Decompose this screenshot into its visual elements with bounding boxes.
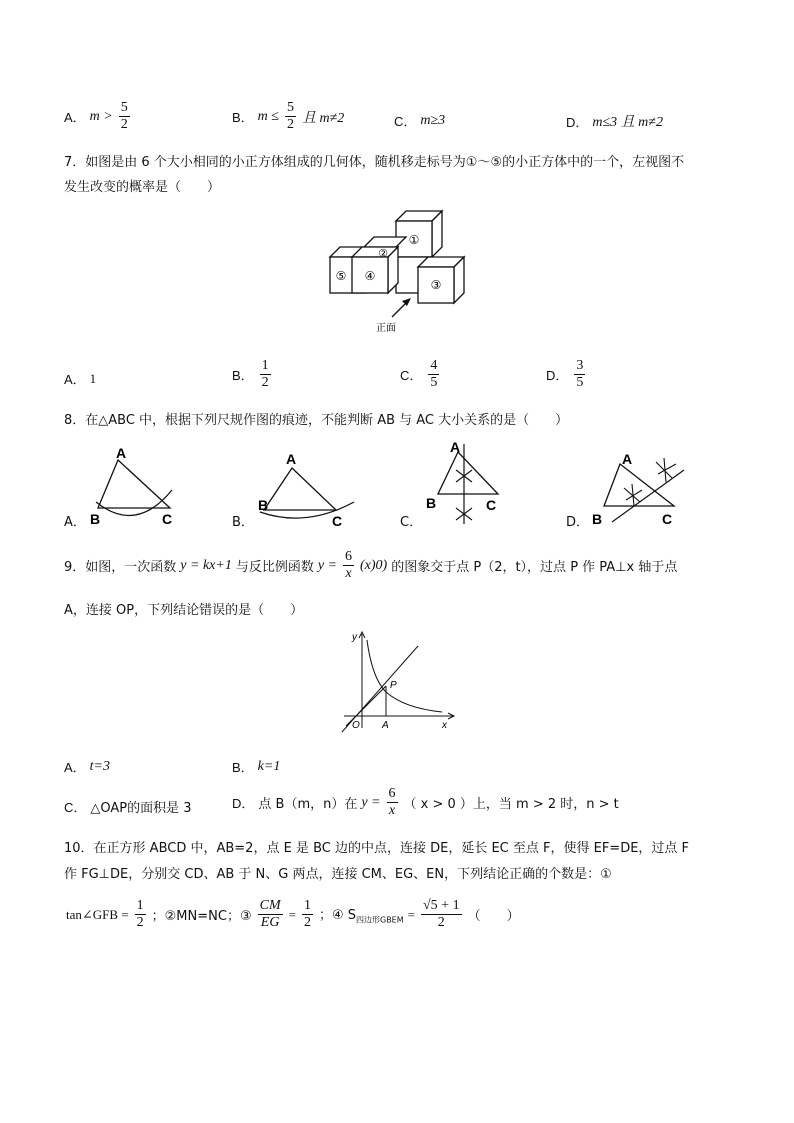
point-b: B xyxy=(90,511,101,527)
numerator: √5 + 1 xyxy=(423,898,460,913)
option-text: t=3 xyxy=(89,758,111,774)
q7-option-d xyxy=(546,358,587,391)
conclusion-1: tan∠GFB = xyxy=(66,906,129,922)
denominator: 2 xyxy=(136,915,144,930)
cube-label: ③ xyxy=(430,278,442,292)
denominator: 2 xyxy=(261,375,269,390)
denominator: 2 xyxy=(286,117,294,132)
q9-inverse-eq: y = xyxy=(317,557,338,573)
q9-stem-pre: 9．如图，一次函数 xyxy=(64,560,177,575)
numerator: 6 xyxy=(345,549,353,564)
option-text: 1 xyxy=(89,370,97,386)
denominator: EG xyxy=(260,915,280,930)
axis-label-x: x xyxy=(442,720,447,731)
front-label: 正面 xyxy=(376,323,396,334)
option-text: k=1 xyxy=(257,758,281,774)
q10-conclusions xyxy=(66,898,520,931)
q8-option-d-label: D． xyxy=(566,515,590,530)
numerator: 1 xyxy=(136,898,144,913)
q9-linear-eq: y = kx+1 xyxy=(180,557,232,573)
point-b: B xyxy=(426,495,437,511)
numerator: 3 xyxy=(576,358,584,373)
cube-label: ① xyxy=(408,233,420,247)
numerator: 4 xyxy=(430,358,438,373)
point-a: A xyxy=(116,445,127,461)
conclusion-4 xyxy=(319,904,404,926)
axis-label-y: y xyxy=(352,632,357,643)
q7-option-a xyxy=(64,369,96,388)
denominator: 5 xyxy=(576,375,584,390)
hyperbola-curve xyxy=(367,640,442,712)
option-label: A． xyxy=(64,372,86,387)
point-b: B xyxy=(592,511,603,527)
q6-option-a xyxy=(64,100,132,133)
option-text: m ≤ xyxy=(257,108,279,124)
q9-stem-line2: A，连接 OP，下列结论错误的是（ ） xyxy=(64,603,304,618)
conclusion-2: ；②MN=NC；③ xyxy=(151,909,252,924)
subscript: 四边形GBEM xyxy=(356,915,404,925)
numerator: 1 xyxy=(303,898,311,913)
fraction xyxy=(285,100,296,133)
cube-label: ⑤ xyxy=(335,269,347,283)
point-p-label: P xyxy=(390,680,397,691)
origin-label: O xyxy=(352,720,360,731)
point-c: C xyxy=(486,497,497,513)
numerator: CM xyxy=(259,898,281,913)
q7-stem-line2: 发生改变的概率是（ ） xyxy=(64,180,221,195)
q10-stem-line2: 作 FG⊥DE，分别交 CD、AB 于 N、G 两点，连接 CM、EG、EN，下列结论正确的个数是：① xyxy=(64,867,612,882)
fraction xyxy=(387,786,398,819)
fraction xyxy=(119,100,130,133)
point-c: C xyxy=(332,513,343,529)
option-text-post: （ x > 0 ）上，当 m > 2 时，n > t xyxy=(403,797,619,812)
equals-sign: = xyxy=(288,906,296,922)
option-label: D． xyxy=(546,368,569,383)
fraction xyxy=(302,898,313,931)
q8-option-b-label: B． xyxy=(232,515,254,530)
option-text: m > xyxy=(89,108,113,124)
numerator: 1 xyxy=(261,358,269,373)
denominator: x xyxy=(345,566,352,581)
fraction xyxy=(428,358,439,391)
q9-option-a xyxy=(64,757,110,776)
q8-figure-b xyxy=(252,448,356,530)
q8-figure-d xyxy=(590,448,694,530)
q8-option-c-label: C． xyxy=(400,515,423,530)
equals-sign: = xyxy=(407,906,415,922)
q8-figure-c xyxy=(420,440,504,526)
numerator: 5 xyxy=(120,100,128,115)
option-label: A． xyxy=(64,110,86,125)
answer-blank: （ ） xyxy=(467,909,520,924)
point-b: B xyxy=(258,497,269,513)
q7-option-b xyxy=(232,358,273,391)
q7-stem-line1: 7．如图是由 6 个大小相同的小正方体组成的几何体，随机移走标号为①～⑤的小正方体中的一个，左视图不 xyxy=(64,155,685,170)
denominator: x xyxy=(388,803,396,818)
triangle xyxy=(264,468,336,510)
conclusion-4-text: ；④ S xyxy=(318,907,356,923)
option-eq: y = xyxy=(361,794,381,810)
point-c: C xyxy=(662,511,673,527)
q7-option-c xyxy=(400,358,441,391)
numerator: 5 xyxy=(286,100,294,115)
option-label: C． xyxy=(400,368,423,383)
fraction xyxy=(258,898,283,931)
point-a: A xyxy=(286,451,297,467)
arc-trace xyxy=(96,490,172,515)
q6-option-c xyxy=(394,111,445,130)
q9-stem-post: 的图象交于点 P（2，t），过点 P 作 PA⊥x 轴于点 xyxy=(391,560,678,575)
option-text: △OAP的面积是 3 xyxy=(90,801,192,816)
numerator: 6 xyxy=(388,786,396,801)
point-c: C xyxy=(162,511,173,527)
cube-label: ② xyxy=(378,248,388,260)
q9-stem-line1 xyxy=(64,549,677,582)
q8-figure-a xyxy=(86,444,186,530)
option-text-post: 且 m≠2 xyxy=(301,110,345,126)
point-a: A xyxy=(622,451,633,467)
fraction xyxy=(135,898,146,931)
q9-option-d xyxy=(232,786,619,819)
fraction xyxy=(421,898,462,931)
q9-stem-mid: 与反比例函数 xyxy=(235,560,314,575)
q7-cube-figure xyxy=(320,205,480,335)
denominator: 5 xyxy=(430,375,438,390)
point-a: A xyxy=(450,440,461,455)
q9-option-b xyxy=(232,757,280,776)
option-label: B． xyxy=(232,110,254,125)
q9-domain: (x)0) xyxy=(360,557,388,573)
q8-option-a-label: A． xyxy=(64,515,86,530)
option-label: B． xyxy=(232,368,254,383)
option-text: 点 B（m，n）在 xyxy=(258,797,358,812)
denominator: 2 xyxy=(437,915,445,930)
option-label: C． xyxy=(64,800,87,815)
denominator: 2 xyxy=(120,117,128,132)
q9-option-c xyxy=(64,797,192,816)
fraction xyxy=(574,358,585,391)
option-label: D． xyxy=(232,796,255,811)
option-label: A． xyxy=(64,760,86,775)
cube-label: ④ xyxy=(364,269,376,283)
point-a-label: A xyxy=(382,720,389,731)
option-label: C． xyxy=(394,114,417,129)
denominator: 2 xyxy=(303,915,311,930)
q6-option-b xyxy=(232,100,344,133)
option-text: m≥3 xyxy=(420,112,446,128)
q9-graph xyxy=(338,628,458,734)
fraction xyxy=(260,358,271,391)
triangle xyxy=(98,460,170,508)
q10-stem-line1: 10．在正方形 ABCD 中，AB=2，点 E 是 BC 边的中点，连接 DE，延长 EC 至点 F，使得 EF=DE，过点 F xyxy=(64,841,690,856)
bisector-line xyxy=(612,470,684,522)
option-text: m≤3 且 m≠2 xyxy=(592,115,663,130)
q6-option-d xyxy=(566,111,663,131)
option-label: D． xyxy=(566,114,589,130)
q8-stem: 8．在△ABC 中，根据下列尺规作图的痕迹，不能判断 AB 与 AC 大小关系的是（ ） xyxy=(64,413,569,428)
option-label: B． xyxy=(232,760,254,775)
fraction xyxy=(343,549,354,582)
